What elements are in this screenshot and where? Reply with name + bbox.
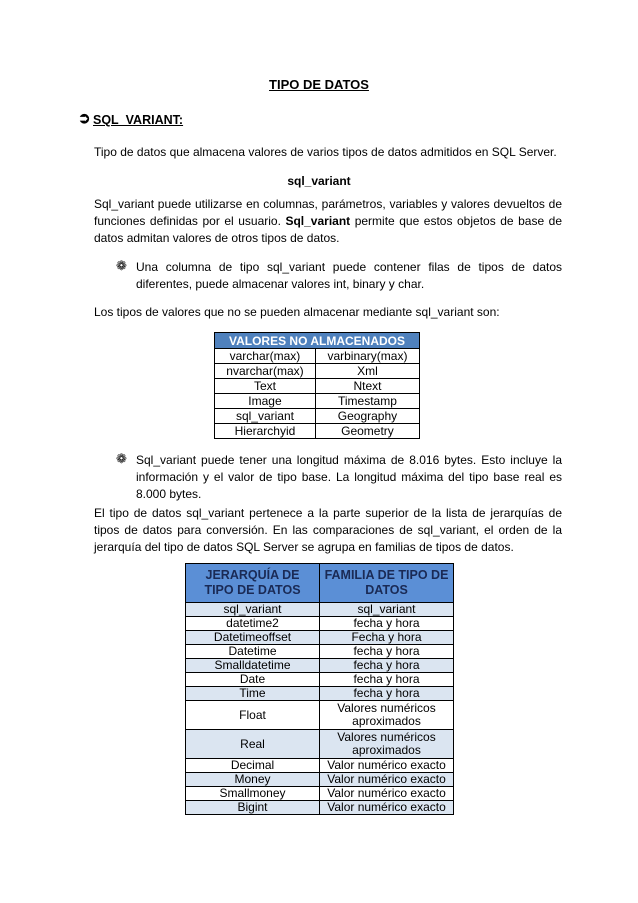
table-row (186, 631, 454, 645)
table-cell: sql_variant (186, 603, 320, 617)
table-row (215, 394, 420, 409)
table-cell: sql_variant (215, 409, 316, 424)
table-cell: sql_variant (320, 603, 454, 617)
subheading: sql_variant (287, 174, 351, 188)
arrow-bullet-icon: ➲ (78, 110, 91, 127)
table-cell: Real (186, 730, 320, 759)
table1-header: VALORES NO ALMACENADOS (215, 333, 420, 349)
paragraph-1-text-end: permite que estos objetos de base de datos admitan valores de otros tipos de datos. (94, 214, 563, 245)
table-cell: Geography (315, 409, 419, 424)
table-type-hierarchy (185, 563, 454, 815)
table-row (186, 659, 454, 673)
table-row (186, 617, 454, 631)
table-cell: Bigint (186, 801, 320, 815)
table-cell: fecha y hora (320, 687, 454, 701)
table-cell: Valor numérico exacto (320, 773, 454, 787)
table-cell: datetime2 (186, 617, 320, 631)
table-row (186, 603, 454, 617)
table-row (186, 687, 454, 701)
table-cell: fecha y hora (320, 645, 454, 659)
paragraph-1-bold: Sql_variant (285, 214, 351, 228)
table-row (186, 759, 454, 773)
table-cell: Money (186, 773, 320, 787)
paragraph-1-text: Sql_variant puede utilizarse en columnas, parámetros, variables y valores devueltos de funciones definidas por el usuario. (94, 197, 562, 228)
table-cell: varbinary(max) (315, 349, 419, 364)
table-row (215, 349, 420, 364)
table-cell: Valores numéricos aproximados (320, 730, 454, 759)
table-cell: Geometry (315, 424, 419, 439)
table-row (186, 701, 454, 730)
table-cell: Text (215, 379, 316, 394)
table-cell: Hierarchyid (215, 424, 316, 439)
table-cell: Ntext (315, 379, 419, 394)
flower-bullet-icon: ❁ (116, 451, 127, 466)
table-cell: Float (186, 701, 320, 730)
table-cell: Valor numérico exacto (320, 801, 454, 815)
table-cell: Valor numérico exacto (320, 759, 454, 773)
table-row (215, 364, 420, 379)
table-row (186, 673, 454, 687)
paragraph-3: El tipo de datos sql_variant pertenece a la parte superior de la lista de jerarquías de tipos de datos para conversión. En las comparaciones de sql_variant, el orden de la jerarquía del tipo de datos SQL Server se agrupa en familias de tipos de datos. (94, 506, 562, 554)
table-values-not-stored (214, 332, 420, 439)
bullet-paragraph-1: Una columna de tipo sql_variant puede contener filas de tipos de datos diferentes, puede almacenar valores int, binary y char. (136, 260, 562, 291)
table-cell: fecha y hora (320, 617, 454, 631)
table2-header-hierarchy: JERARQUÍA DE TIPO DE DATOS (186, 564, 320, 603)
table-cell: Datetime (186, 645, 320, 659)
table2-header-family: FAMILIA DE TIPO DE DATOS (320, 564, 454, 603)
table-cell: Datetimeoffset (186, 631, 320, 645)
paragraph-2: Los tipos de valores que no se pueden almacenar mediante sql_variant son: (94, 305, 500, 319)
table-cell: Xml (315, 364, 419, 379)
table-row (186, 787, 454, 801)
table-cell: Image (215, 394, 316, 409)
table-cell: fecha y hora (320, 659, 454, 673)
table-row (215, 424, 420, 439)
table-cell: Timestamp (315, 394, 419, 409)
intro-paragraph: Tipo de datos que almacena valores de varios tipos de datos admitidos en SQL Server. (94, 145, 557, 159)
paragraph-1 (94, 196, 562, 247)
table-cell: fecha y hora (320, 673, 454, 687)
flower-bullet-icon: ❁ (116, 258, 127, 273)
table-row (215, 409, 420, 424)
table-cell: Smallmoney (186, 787, 320, 801)
table-cell: varchar(max) (215, 349, 316, 364)
table-cell: Decimal (186, 759, 320, 773)
bullet-paragraph-2: Sql_variant puede tener una longitud máxima de 8.016 bytes. Esto incluye la información y el valor de tipo base. La longitud máxima del tipo base real es 8.000 bytes. (136, 453, 562, 501)
section-heading: SQL_VARIANT: (93, 113, 184, 127)
table-row (186, 773, 454, 787)
table-cell: Time (186, 687, 320, 701)
table-cell: Fecha y hora (320, 631, 454, 645)
table-cell: Date (186, 673, 320, 687)
table-cell: nvarchar(max) (215, 364, 316, 379)
table-row (215, 379, 420, 394)
table-cell: Smalldatetime (186, 659, 320, 673)
table-row (186, 730, 454, 759)
table-cell: Valores numéricos aproximados (320, 701, 454, 730)
table-row (186, 645, 454, 659)
table-row (186, 801, 454, 815)
table-cell: Valor numérico exacto (320, 787, 454, 801)
page-title: TIPO DE DATOS (269, 77, 369, 92)
